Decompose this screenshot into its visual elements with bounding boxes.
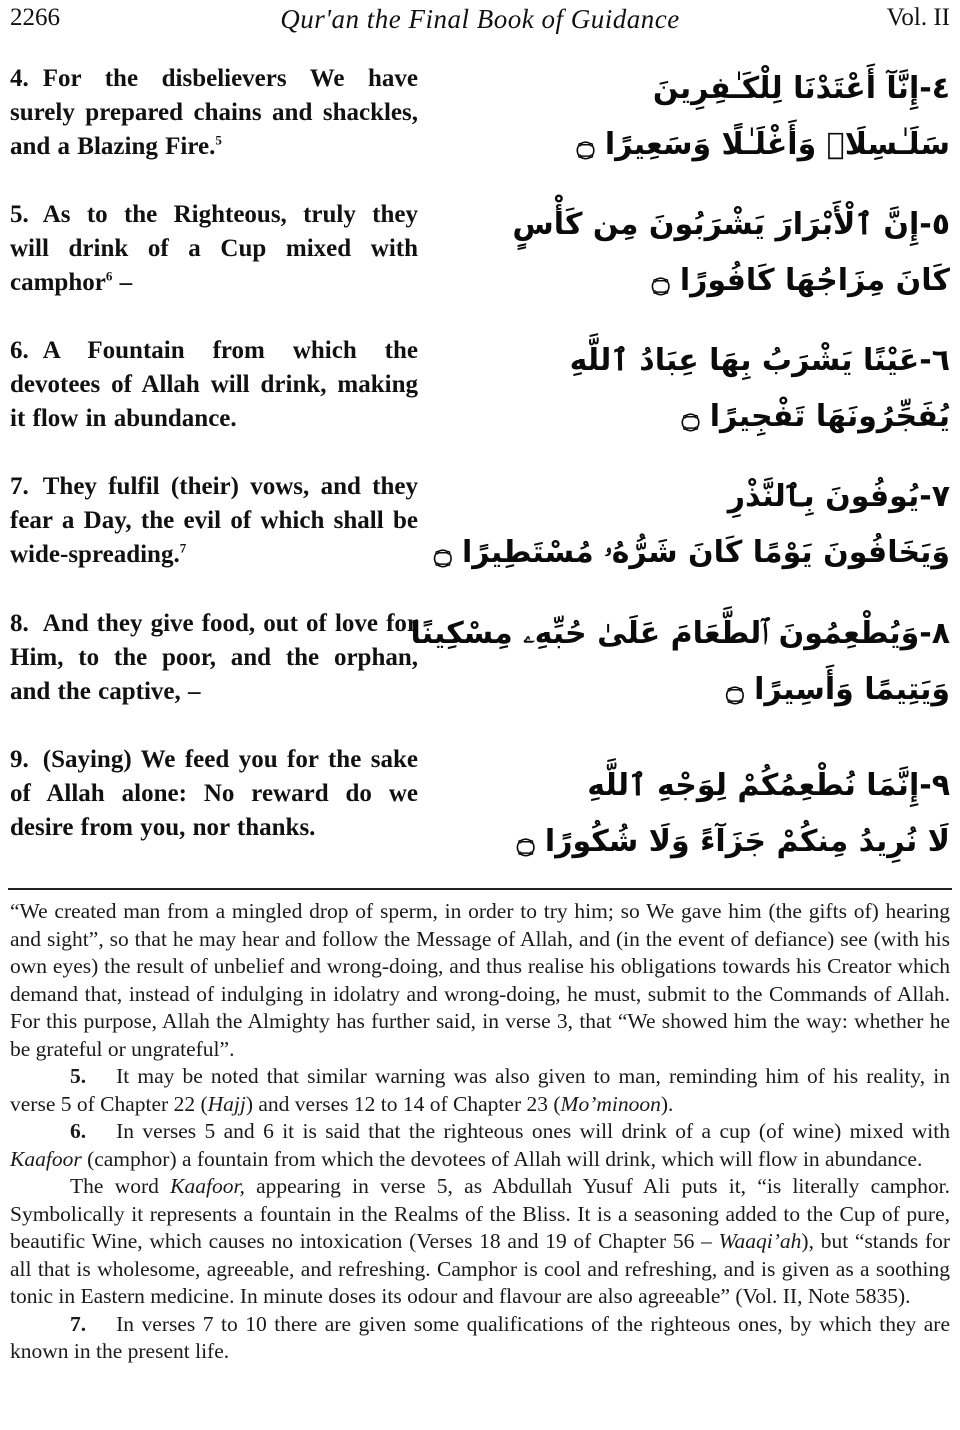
- verse-number: 9.: [10, 746, 29, 773]
- verse-translation: [10, 62, 418, 164]
- arabic-line-2: لَا نُرِيدُ مِنكُمْ جَزَآءً وَلَا شُكُورًا ۝: [516, 824, 950, 859]
- verse-4: [0, 62, 960, 172]
- verse-6: [0, 334, 960, 444]
- verse-text: They fulfil (their) vows, and they fear a Day, the evil of which shall be wide-spreading.: [10, 473, 418, 568]
- book-title: Qur'an the Final Book of Guidance: [280, 4, 680, 34]
- verse-text-tail: –: [112, 269, 133, 296]
- commentary: [10, 898, 950, 1366]
- verse-text: As to the Righteous, truly they will drink of a Cup mixed with camphor: [10, 201, 418, 296]
- arabic-verse: [410, 603, 950, 721]
- verse-text: A Fountain from which the devotees of Allah will drink, making it flow in abundance.: [10, 337, 418, 432]
- arabic-verse: [430, 194, 950, 312]
- verse-text: For the disbelievers We have surely prepared chains and shackles, and a Blazing Fire.: [10, 65, 418, 160]
- verse-number: 8.: [10, 610, 29, 637]
- arabic-verse: [430, 330, 950, 448]
- verse-7: [0, 470, 960, 580]
- arabic-line-1: ٦-عَيْنًا يَشْرَبُ بِهَا عِبَادُ ٱللَّهِ: [569, 343, 950, 378]
- verse-number: 4.: [10, 65, 29, 92]
- arabic-verse: [430, 755, 950, 873]
- arabic-verse: [430, 466, 950, 584]
- volume-label: Vol. II: [886, 4, 950, 31]
- verse-translation: [10, 607, 418, 709]
- verse-translation: [10, 470, 418, 572]
- verse-text: And they give food, out of love for Him, to the poor, and the orphan, and the captive, –: [10, 610, 418, 705]
- verse-number: 7.: [10, 473, 29, 500]
- arabic-line-1: ٤-إِنَّآ أَعْتَدْنَا لِلْكَـٰفِرِينَ: [652, 71, 950, 106]
- page-number: 2266: [10, 4, 60, 31]
- note-number: 5.: [70, 1064, 87, 1088]
- note-6: 6. In verses 5 and 6 it is said that the righteous ones will drink of a cup (of wine) mixed with Kaafoor (camphor) a fountain from which the devotees of Allah will drink, which will flow in abundance.: [10, 1119, 950, 1171]
- arabic-line-2: سَلَـٰسِلَا۟ وَأَغْلَـٰلًا وَسَعِيرًا ۝: [576, 127, 950, 162]
- verse-9: [0, 743, 960, 883]
- arabic-line-1: ٥-إِنَّ ٱلْأَبْرَارَ يَشْرَبُونَ مِن كَأْسٍ: [512, 207, 950, 242]
- verse-translation: [10, 334, 418, 436]
- verse-5: [0, 198, 960, 308]
- section-divider: [8, 888, 952, 890]
- verse-translation: [10, 198, 418, 300]
- arabic-verse: [430, 58, 950, 176]
- arabic-line-2: كَانَ مِزَاجُهَا كَافُورًا ۝: [651, 263, 950, 298]
- footnote-ref: 6: [105, 268, 113, 284]
- note-number: 6.: [70, 1119, 87, 1143]
- arabic-line-2: وَيَخَافُونَ يَوْمًا كَانَ شَرُّهُۥ مُسْتَطِيرًا ۝: [433, 535, 950, 570]
- arabic-line-1: ٨-وَيُطْعِمُونَ ٱلطَّعَامَ عَلَىٰ حُبِّهِۦ مِسْكِينًا: [410, 616, 950, 651]
- arabic-line-1: ٧-يُوفُونَ بِٱلنَّذْرِ: [727, 479, 950, 514]
- verse-translation: [10, 743, 418, 845]
- arabic-line-2: وَيَتِيمًا وَأَسِيرًا ۝: [726, 672, 950, 707]
- verse-8: [0, 607, 960, 717]
- arabic-line-1: ٩-إِنَّمَا نُطْعِمُكُمْ لِوَجْهِ ٱللَّهِ: [587, 768, 950, 803]
- verse-text: (Saying) We feed you for the sake of Allah alone: No reward do we desire from you, nor thanks.: [10, 746, 418, 841]
- running-header: [10, 2, 950, 36]
- verse-number: 5.: [10, 201, 29, 228]
- note-5: 5. It may be noted that similar warning was also given to man, reminding him of his reality, in verse 5 of Chapter 22 (Hajj) and verses 12 to 14 of Chapter 23 (Mo’minoon).: [10, 1064, 950, 1116]
- note-6-continued: The word Kaafoor, appearing in verse 5, as Abdullah Yusuf Ali puts it, “is literally camphor. Symbolically it represents a fountain in the Realms of the Bliss. It is a seasoning added to the Cup of pure, beautific Wine, which causes no intoxication (Verses 18 and 19 of Chapter 56 – Waaqi’ah), but “stands for all that is wholesome, agreeable, and refreshing. Camphor is cool and refreshing, and is given as a soothing tonic in Eastern medicine. In minute doses its odour and flavour are also agreeable” (Vol. II, Note 5835).: [10, 1174, 950, 1308]
- note-number: 7.: [70, 1311, 87, 1336]
- arabic-line-2: يُفَجِّرُونَهَا تَفْجِيرًا ۝: [681, 399, 950, 434]
- footnote-ref: 5: [215, 132, 222, 148]
- note-7: 7. In verses 7 to 10 there are given some qualifications of the righteous ones, by which they are known in the present life.: [10, 1311, 950, 1363]
- note-intro: “We created man from a mingled drop of sperm, in order to try him; so We gave him (the gifts of) hearing and sight”, so that he may hear and follow the Message of Allah, and (in the event of defiance) see (with his own eyes) the result of unbelief and wrong-doing, and thus realise his obligations towards his Creator which demand that, instead of indulging in idolatry and wrong-doing, he must, submit to the Commands of Allah. For this purpose, Allah the Almighty has further said, in verse 3, that “We showed him the way: whether he be grateful or ungrateful”.: [10, 899, 950, 1061]
- verse-number: 6.: [10, 337, 29, 364]
- footnote-ref: 7: [179, 540, 187, 556]
